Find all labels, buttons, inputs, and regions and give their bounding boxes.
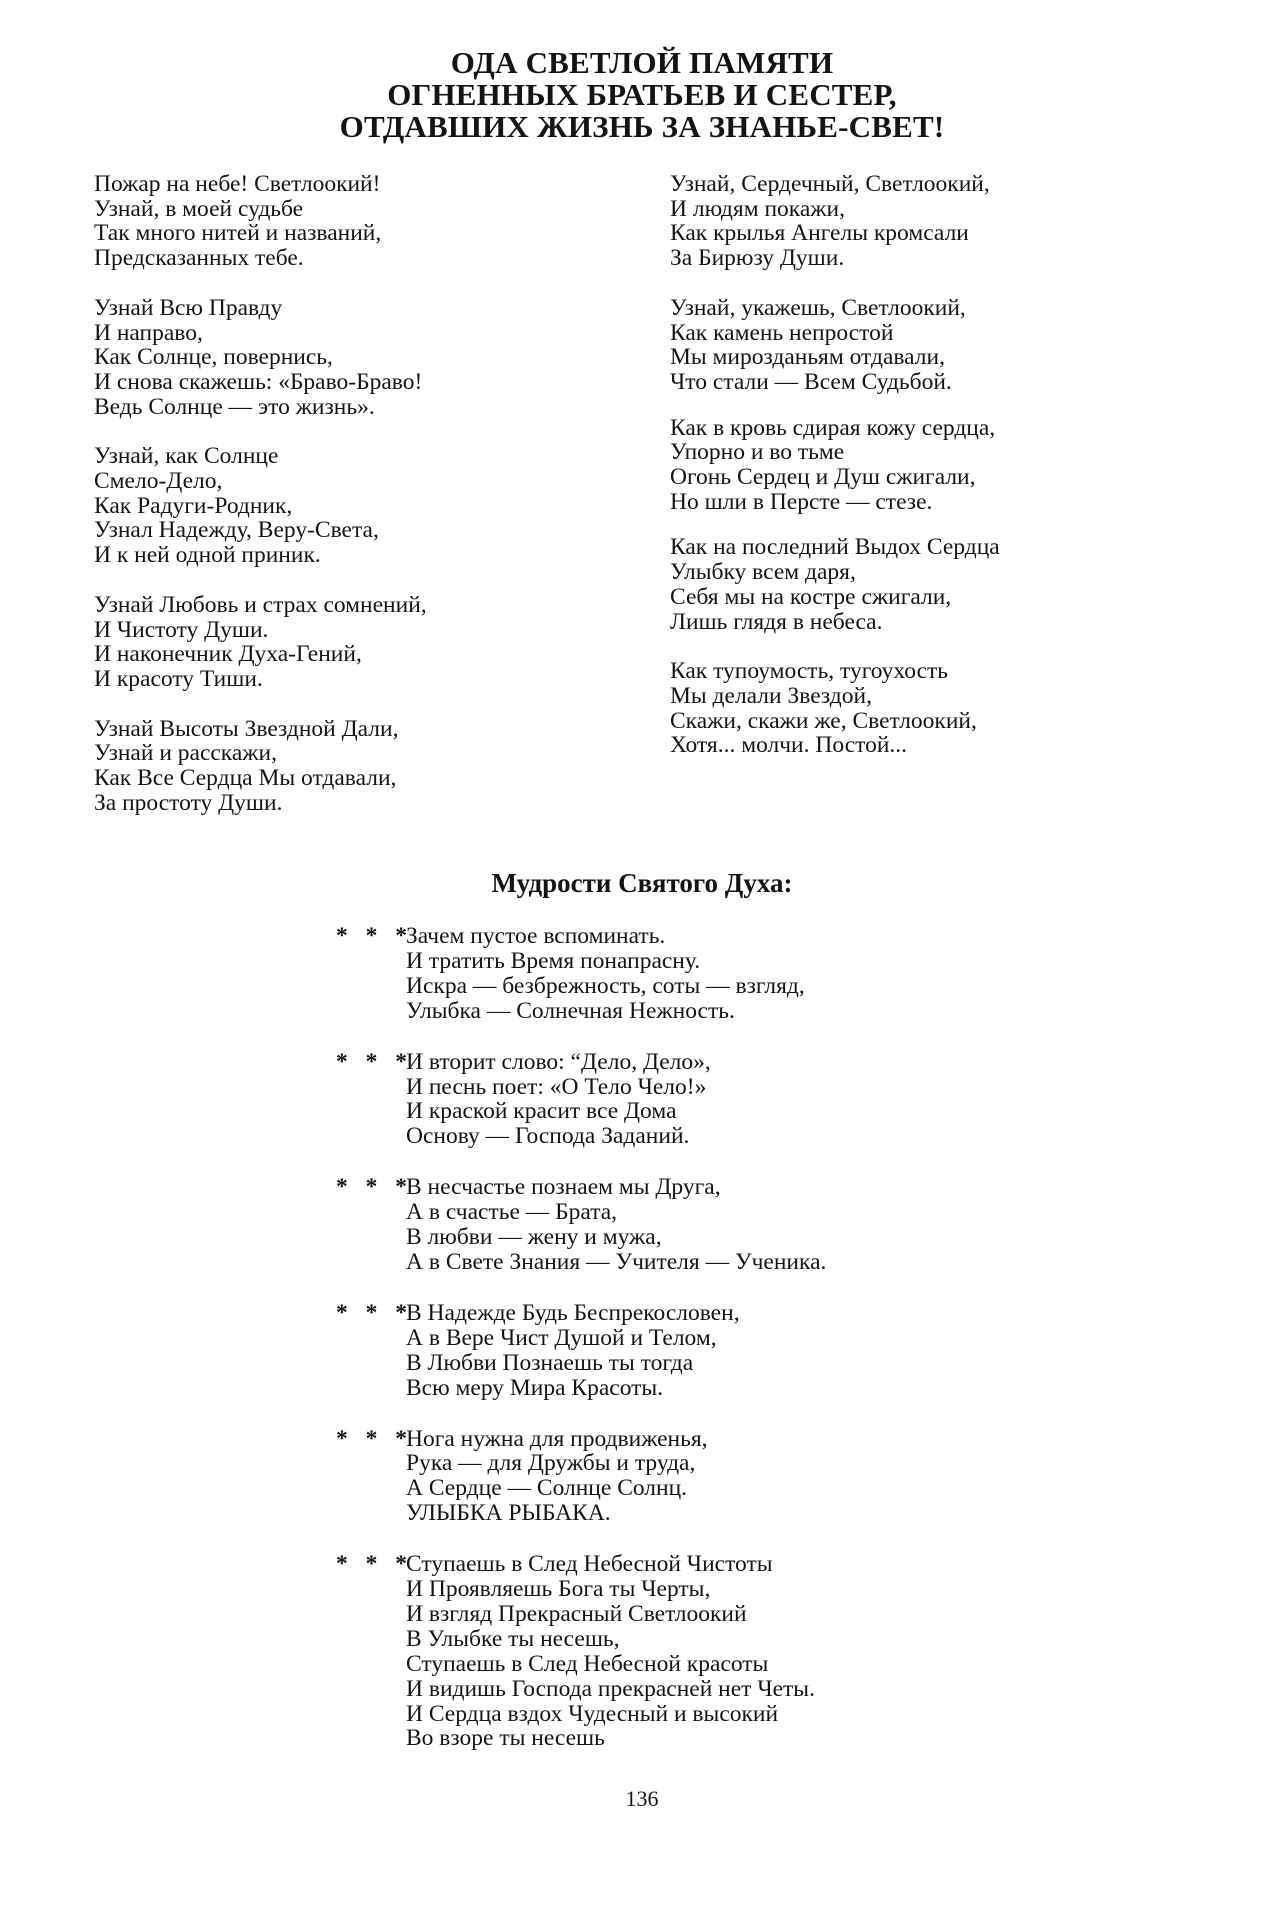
poem-stanza	[670, 296, 1230, 395]
poem-line: Узнай Всю Правду	[94, 294, 283, 321]
poem-line: Как камень непростой	[670, 319, 894, 346]
poem-line: Мы мирозданьям отдавали,	[670, 344, 945, 371]
wisdom-line: Искра — безбрежность, соты — взгляд,	[406, 972, 805, 999]
title-line: ОТДАВШИХ ЖИЗНЬ ЗА ЗНАНЬЕ-СВЕТ!	[339, 109, 945, 144]
poem-line: Огонь Сердец и Душ сжигали,	[670, 464, 976, 491]
poem-line: Узнал Надежду, Веру-Света,	[94, 517, 379, 544]
page-number: 136	[625, 1786, 659, 1811]
wisdom-line: УЛЫБКА РЫБАКА.	[406, 1500, 611, 1527]
wisdom-line: А Сердце — Солнце Солнц.	[406, 1475, 688, 1502]
wisdom-title: Мудрости Святого Духа:	[491, 868, 793, 898]
poem-line: И Чистоту Души.	[94, 616, 269, 643]
poem-line: Узнай, Сердечный, Светлоокий,	[670, 171, 990, 197]
poem-stanza	[94, 593, 654, 692]
wisdom-line: В несчастье познаем мы Друга,	[406, 1174, 721, 1201]
poem-line: Узнай Любовь и страх сомнений,	[94, 591, 427, 618]
poem-line: Как тупоумость, тугоухость	[670, 658, 949, 685]
poem-line: Что стали — Всем Судьбой.	[670, 368, 952, 395]
asterism-marker: * * *	[336, 923, 413, 949]
poem-line: Упорно и во тьме	[670, 439, 845, 466]
wisdom-stanza	[336, 924, 956, 1024]
poem-stanza	[670, 416, 1230, 515]
wisdom-stanza	[336, 1301, 956, 1401]
wisdom-stanza	[336, 1427, 956, 1527]
poem-line: Улыбку всем даря,	[670, 559, 856, 586]
wisdom-section	[336, 924, 956, 1777]
poem-line: И к ней одной приник.	[94, 542, 321, 569]
wisdom-line: И тратить Время понапрасну.	[406, 947, 701, 974]
poem-line: Как Радуги-Родник,	[94, 492, 293, 519]
poem-line: Как крылья Ангелы кромсали	[670, 220, 969, 247]
poem-line: И людям покажи,	[670, 195, 845, 222]
wisdom-line: Рука — для Дружбы и труда,	[406, 1450, 696, 1477]
poem-line: Лишь глядя в небеса.	[670, 608, 883, 635]
wisdom-line: А в Вере Чист Душой и Телом,	[406, 1324, 717, 1351]
poem-line: И наконечник Духа-Гений,	[94, 641, 362, 668]
poem-line: Хотя... молчи. Постой...	[670, 732, 908, 759]
poem-line: Узнай, как Солнце	[94, 443, 279, 470]
poem-stanza	[94, 717, 654, 816]
wisdom-line: В Любви Познаешь ты тогда	[406, 1349, 694, 1376]
asterism-marker: * * *	[336, 1551, 413, 1578]
poem-line: Узнай и расскажи,	[94, 740, 277, 767]
wisdom-line: И песнь поет: «О Тело Чело!»	[406, 1073, 707, 1100]
wisdom-line: Зачем пустое вспоминать.	[406, 923, 666, 949]
poem-line: Пожар на небе! Светлоокий!	[94, 171, 381, 197]
wisdom-line: Во взоре ты несешь	[406, 1725, 605, 1752]
poem-line: Мы делали Звездой,	[670, 682, 872, 709]
wisdom-line: И вторит слово: “Дело, Дело»,	[406, 1048, 711, 1075]
asterism-marker: * * *	[336, 1425, 413, 1452]
wisdom-line: А в счастье — Брата,	[406, 1199, 618, 1226]
poem-line: Узнай, укажешь, Светлоокий,	[670, 294, 966, 321]
poem-line: Скажи, скажи же, Светлоокий,	[670, 707, 977, 734]
ode-right-column	[670, 172, 1230, 783]
poem-line: Смело-Дело,	[94, 468, 223, 495]
wisdom-line: Всю меру Мира Красоты.	[406, 1374, 664, 1401]
poem-line: И красоту Тиши.	[94, 665, 263, 692]
wisdom-line: И Проявляешь Бога ты Черты,	[406, 1576, 711, 1603]
poem-line: Ведь Солнце — это жизнь».	[94, 393, 375, 420]
wisdom-stanza	[336, 1552, 956, 1751]
wisdom-line: Улыбка — Солнечная Нежность.	[406, 997, 735, 1024]
poem-stanza	[670, 172, 1230, 271]
asterism-marker: * * *	[336, 1048, 413, 1075]
wisdom-line: А в Свете Знания — Учителя — Ученика.	[406, 1248, 827, 1275]
wisdom-line: В Улыбке ты несешь,	[406, 1625, 620, 1652]
wisdom-stanza	[336, 1175, 956, 1275]
poem-line: Узнай Высоты Звездной Дали,	[94, 715, 399, 742]
wisdom-line: Нога нужна для продвиженья,	[406, 1425, 708, 1452]
poem-line: Как Все Сердца Мы отдавали,	[94, 765, 397, 792]
poem-line: Предсказанных тебе.	[94, 245, 304, 272]
poem-line: Узнай, в моей судьбе	[94, 195, 304, 222]
asterism-marker: * * *	[336, 1174, 413, 1201]
poem-line: За Бирюзу Души.	[670, 245, 845, 272]
wisdom-line: И видишь Господа прекрасней нет Четы.	[406, 1675, 815, 1702]
poem-stanza	[670, 535, 1230, 634]
poem-line: И направо,	[94, 319, 203, 346]
wisdom-line: В любви — жену и мужа,	[406, 1224, 662, 1251]
poem-stanza	[94, 172, 654, 271]
wisdom-line: И краской красит все Дома	[406, 1098, 677, 1125]
poem-line: Но шли в Персте — стезе.	[670, 488, 933, 515]
wisdom-stanza	[336, 1050, 956, 1150]
poem-line: Как на последний Выдох Сердца	[670, 534, 1000, 561]
poem-stanza	[94, 444, 654, 568]
poem-line: Как в кровь сдирая кожу сердца,	[670, 414, 996, 441]
ode-left-column	[94, 172, 654, 840]
wisdom-line: И взгляд Прекрасный Светлоокий	[406, 1600, 747, 1627]
wisdom-line: И Сердца вздох Чудесный и высокий	[406, 1700, 779, 1727]
poem-line: И снова скажешь: «Браво-Браво!	[94, 368, 423, 395]
poem-stanza	[670, 659, 1230, 758]
wisdom-line: В Надежде Будь Беспрекословен,	[406, 1299, 740, 1326]
title-line: ОДА СВЕТЛОЙ ПАМЯТИ	[450, 45, 834, 80]
wisdom-line: Ступаешь в След Небесной Чистоты	[406, 1551, 773, 1578]
wisdom-line: Ступаешь в След Небесной красоты	[406, 1650, 769, 1677]
title-line: ОГНЕННЫХ БРАТЬЕВ И СЕСТЕР,	[387, 77, 897, 112]
wisdom-line: Основу — Господа Заданий.	[406, 1123, 690, 1150]
poem-stanza	[94, 296, 654, 420]
poem-line: За простоту Души.	[94, 789, 283, 816]
page-title	[0, 47, 1284, 143]
poem-line: Как Солнце, повернись,	[94, 344, 333, 371]
asterism-marker: * * *	[336, 1299, 413, 1326]
poem-line: Так много нитей и названий,	[94, 220, 382, 247]
poem-line: Себя мы на костре сжигали,	[670, 583, 952, 610]
